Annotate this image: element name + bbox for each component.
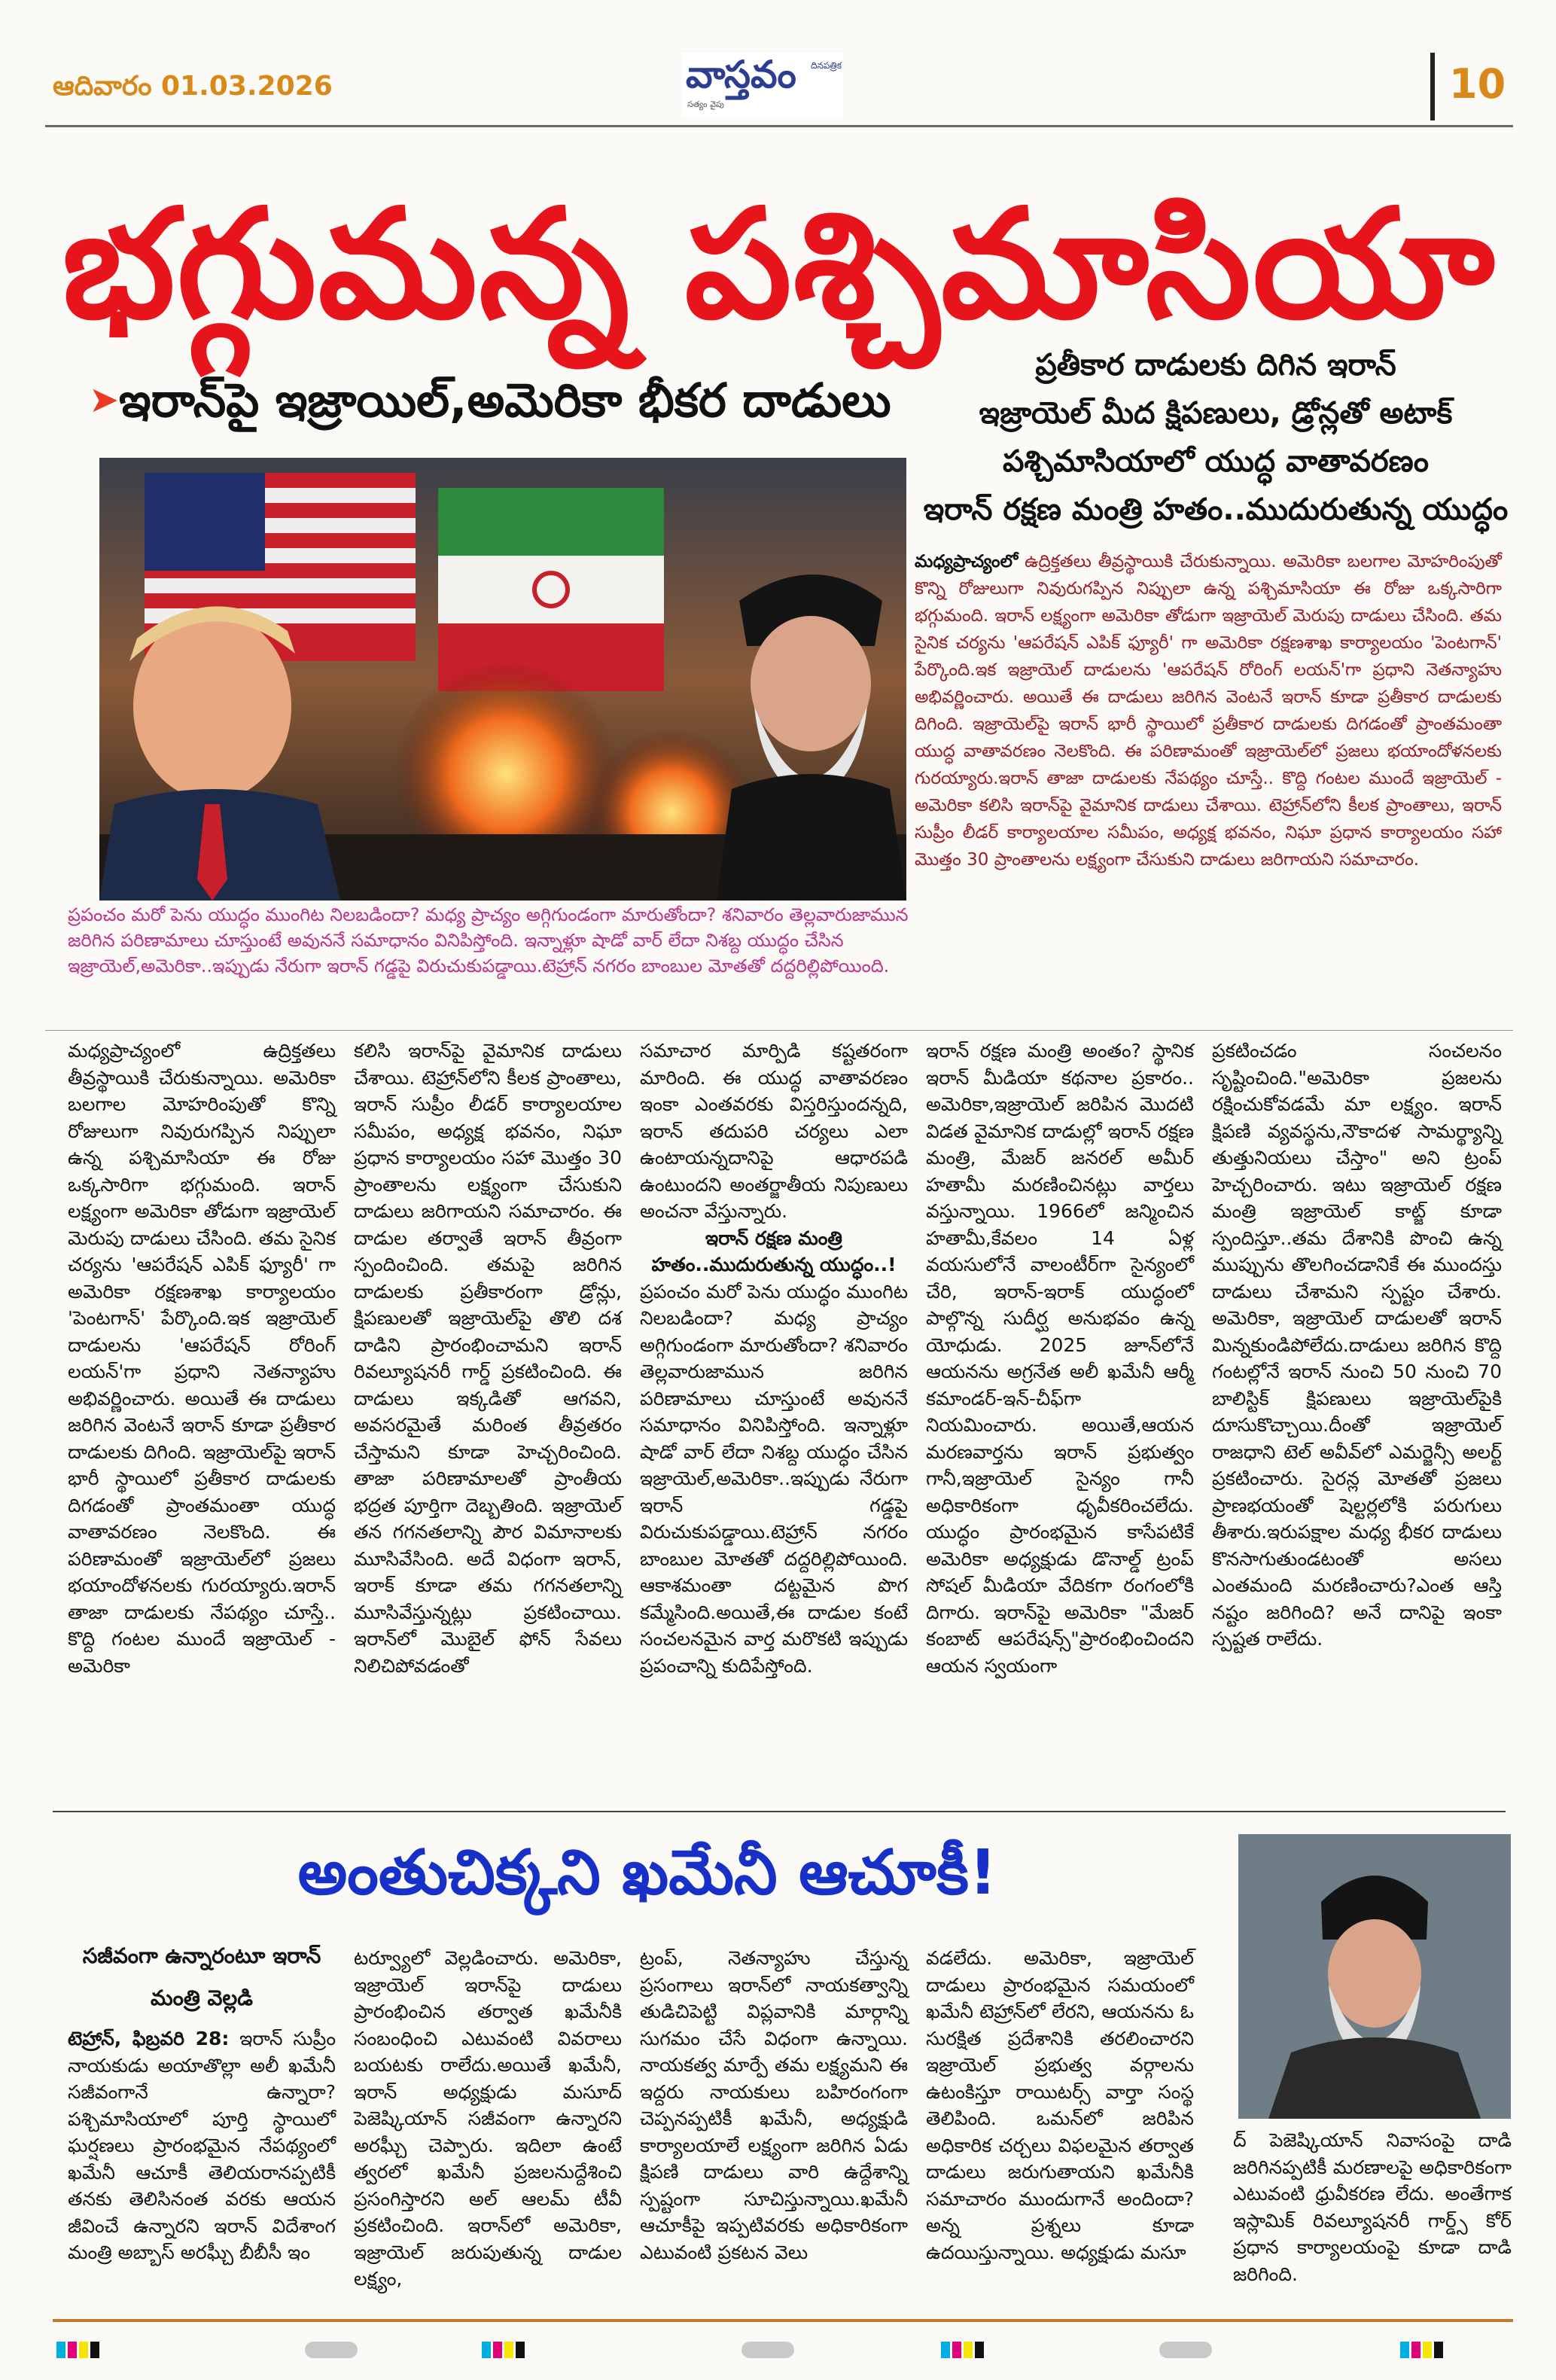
key-point: ప్రతీకార దాడులకు దిగిన ఇరాన్ [1035,348,1396,382]
column-text: సమాచార మార్పిడి కష్టతరంగా మారింది. ఈ యుద్ధ వాతావరణం ఇంకా ఎంతవరకు విస్తరిస్తుందన్నది, ఇరాన్ తదుపరి చర్యలు ఎలా ఉంటాయన్నదానిపై ఆధారపడి ఉంటుందని అంతర్జాతీయ నిపుణులు అంచనా వేస్తున్నారు. [640,1040,908,1222]
color-swatch [68,2342,77,2358]
page-number: 10 [1449,60,1506,108]
body-column-4: ఇరాన్ రక్షణ మంత్రి అంతం? స్థానిక ఇరాన్ మీడియా కథనాల ప్రకారం.. అమెరికా,ఇజ్రాయెల్ జరిపిన మొదటి విడత వైమానిక దాడుల్లో ఇరాన్ రక్షణ మంత్రి, మేజర్ జనరల్ అమీర్ హతామీ మరణించినట్లు వార్తలు వస్తున్నాయి. 1966లో జన్మించిన హతామీ,కేవలం 14 ఏళ్ల వయసులోనే వాలంటీర్‌గా సైన్యంలో చేరి, ఇరాన్-ఇరాక్ యుద్ధంలో పాల్గొన్న సుదీర్ఘ అనుభవం ఉన్న యోధుడు. 2025 జూన్‌లోనే ఆయనను అగ్రనేత అలీ ఖమేనీ ఆర్మీ కమాండర్-ఇన్-చీఫ్‌గా నియమించారు. అయితే,ఆయన మరణవార్తను ఇరాన్ ప్రభుత్వం గానీ,ఇజ్రాయెల్ సైన్యం గానీ అధికారికంగా ధృవీకరించలేదు. యుద్ధం ప్రారంభమైన కాసేపటికే అమెరికా అధ్యక్షుడు డొనాల్డ్ ట్రంప్ సోషల్ మీడియా వేదికగా రంగంలోకి దిగారు. ఇరాన్‌పై అమెరికా "మేజర్ కంబాట్ ఆపరేషన్స్"ప్రారంభించిందని ఆయన స్వయంగా [926,1040,1194,1677]
second-column-3: ట్రంప్, నెతన్యాహు చేస్తున్న ప్రసంగాలు ఇరాన్‌లో నాయకత్వాన్ని తుడిచిపెట్టి విప్లవానికి మార్గాన్ని సుగమం చేసే విధంగా ఉన్నాయి. నాయకత్వ మార్పే తమ లక్ష్యమని ఈ ఇద్దరు నాయకులు బహిరంగంగా చెప్పనప్పటికీ ఖమేనీ, అధ్యక్షుడి కార్యాలయాలే లక్ష్యంగా జరిగిన ఏడు క్షిపణి దాడులు వారి ఉద్దేశాన్ని స్పష్టంగా సూచిస్తున్నాయి.ఖమేనీ ఆచూకీపై ఇప్పటివరకు అధికారికంగా ఎటువంటి ప్రకటన వెలు [640,1947,908,2263]
photo-caption: ప్రపంచం మరో పెను యుద్ధం ముంగిట నిలబడిందా? మధ్య ప్రాచ్యం అగ్గిగుండంగా మారుతోందా? శనివారం తెల్లవారుజామున జరిగిన పరిణామాలు చూస్తుంటే అవుననే సమాధానం వినిపిస్తోంది. ఇన్నాళ్లూ షాడో వార్ లేదా నిశబ్ద యుద్ధం చేసిన ఇజ్రాయెల్,అమెరికా..ఇప్పుడు నేరుగా ఇరాన్ గడ్డపై విరుచుకుపడ్డాయి.టెహ్రాన్ నగరం బాంబుల మోతతో దద్దరిల్లిపోయింది. [68,904,909,977]
body-column-1: మధ్యప్రాచ్యంలో ఉద్రిక్తతలు తీవ్రస్థాయికి చేరుకున్నాయి. అమెరికా బలగాల మోహరింపుతో కొన్ని రోజులుగా నివురుగప్పిన నిప్పులా ఉన్న పశ్చిమాసియా ఈ రోజు ఒక్కసారిగా భగ్గుమంది. ఇరాన్ లక్ష్యంగా అమెరికా తోడుగా ఇజ్రాయెల్ మెరుపు దాడులు చేసింది. తమ సైనిక చర్యను 'ఆపరేషన్ ఎపిక్ ఫ్యూరీ' గా అమెరికా రక్షణశాఖ కార్యాలయం 'పెంటగాన్' పేర్కొంది.ఇక ఇజ్రాయెల్ దాడులను 'ఆపరేషన్ రోరింగ్ లయన్'గా ప్రధాని నెతన్యాహు అభివర్ణించారు. అయితే ఈ దాడులు జరిగిన వెంటనే ఇరాన్ కూడా ప్రతీకార దాడులకు దిగింది. ఇజ్రాయెల్‌పై ఇరాన్ భారీ స్థాయిలో ప్రతీకార దాడులకు దిగడంతో ప్రాంతమంతా యుద్ధ వాతావరణం నెలకొంది. ఈ పరిణామంతో ఇజ్రాయెల్‌లో ప్రజలు భయాందోళనలకు గురయ్యారు.ఇరాన్ తాజా దాడులకు నేపథ్యం చూస్తే.. కొద్ది గంటల ముందే ఇజ్రాయెల్ - అమెరికా [68,1040,336,1677]
khamenei-photo [1238,1834,1511,2119]
registration-mark [1159,2342,1212,2358]
khamenei-photo-art [1238,1834,1511,2119]
lead-photo-art [99,458,906,900]
second-headline: అంతుచిక్కని ఖమేనీ ఆచూకీ! [297,1837,997,1909]
color-swatch [1423,2342,1432,2358]
color-swatch [90,2342,99,2358]
color-swatch [516,2342,525,2358]
lead-photo [99,458,906,900]
key-point: పశ్చిమాసియాలో యుద్ధ వాతావరణం [1003,444,1429,479]
footer-rule [53,2319,1513,2322]
color-swatch [975,2342,984,2358]
column-text: ఇరాన్ సుప్రీం నాయకుడు అయాతొల్లా అలీ ఖమేనీ సజీవంగానే ఉన్నారా? పశ్చిమాసియాలో పూర్తి స్థాయిలో ఘర్షణలు ప్రారంభమైన నేపథ్యంలో ఖమేనీ ఆచూకీ తెలియరానప్పటికీ తనకు తెలిసినంత వరకు ఆయన జీవించే ఉన్నారని ఇరాన్ విదేశాంగ మంత్రి అబ్బాస్ అరఘ్చీ బీబీసీ ఇం [68,2028,336,2263]
second-kicker: సజీవంగా ఉన్నారంటూ ఇరాన్ మంత్రి వెల్లడి [82,1943,321,2010]
color-swatch [79,2342,88,2358]
body-column-5: ప్రకటించడం సంచలనం సృష్టించింది."అమెరికా ప్రజలను రక్షించుకోవడమే మా లక్ష్యం. ఇరాన్ క్షిపణి వ్యవస్థను,నౌకాదళ సామర్థ్యాన్ని తుత్తునియలు చేస్తాం" అని ట్రంప్ హెచ్చరించారు. ఇటు ఇజ్రాయెల్ రక్షణ మంత్రి ఇజ్రాయెల్ కాట్జ్ కూడా స్పందిస్తూ..తమ దేశానికి పొంచి ఉన్న ముప్పును తొలగించడానికే ఈ ముందస్తు దాడులు చేశామని స్పష్టం చేశారు. అమెరికా, ఇజ్రాయెల్ దాడులతో ఇరాన్ మిన్నకుండిపోలేదు.దాడులు జరిగిన కొద్ది గంటల్లోనే ఇరాన్ నుంచి 50 నుంచి 70 బాలిస్టిక్ క్షిపణులు ఇజ్రాయెల్‌పైకి దూసుకొచ్చాయి.దీంతో ఇజ్రాయెల్ రాజధాని టెల్ అవీవ్‌లో ఎమర్జెన్సీ అలర్ట్ ప్రకటించారు. సైరన్ల మోతతో ప్రజలు ప్రాణభయంతో షెల్టర్లలోకి పరుగులు తీశారు.ఇరుపక్షాల మధ్య భీకర దాడులు కొనసాగుతుండటంతో అసలు ఎంతమంది మరణించారు?ఎంత ఆస్తి నష్టం జరిగింది? అనే దానిపై ఇంకా స్పష్టత రాలేదు. [1212,1040,1502,1650]
header-rule [45,125,1513,127]
color-swatch [1411,2342,1420,2358]
story-divider [53,1811,1506,1812]
registration-mark [741,2342,794,2358]
key-point: ఇజ్రాయెల్ మీద క్షిపణులు, డ్రోన్లతో అటాక్ [979,396,1453,431]
color-swatch [482,2342,491,2358]
intro-text: ఉద్రిక్తతలు తీవ్రస్థాయికి చేరుకున్నాయి. అమెరికా బలగాల మోహరింపుతో కొన్ని రోజులుగా నివురుగప్పిన నిప్పులా ఉన్న పశ్చిమాసియా ఈ రోజు ఒక్కసారిగా భగ్గుమంది. ఇరాన్ లక్ష్యంగా అమెరికా తోడుగా ఇజ్రాయెల్ మెరుపు దాడులు చేసింది. తమ సైనిక చర్యను 'ఆపరేషన్ ఎపిక్ ఫ్యూరీ' గా అమెరికా రక్షణశాఖ కార్యాలయం 'పెంటగాన్' పేర్కొంది.ఇక ఇజ్రాయెల్ దాడులను 'ఆపరేషన్ రోరింగ్ లయన్'గా ప్రధాని నెతన్యాహు అభివర్ణించారు. అయితే ఈ దాడులు జరిగిన వెంటనే ఇరాన్ కూడా ప్రతీకార దాడులకు దిగింది. ఇజ్రాయెల్‌పై ఇరాన్ భారీ స్థాయిలో ప్రతీకార దాడులకు దిగడంతో ప్రాంతమంతా యుద్ధ వాతావరణం నెలకొంది. ఈ పరిణామంతో ఇజ్రాయెల్‌లో ప్రజలు భయాందోళనలకు గురయ్యారు.ఇరాన్ తాజా దాడులకు నేపథ్యం చూస్తే.. కొద్ది గంటల ముందే ఇజ్రాయెల్ - అమెరికా కలిసి ఇరాన్‌పై వైమానిక దాడులు చేశాయి. టెహ్రాన్‌లోని కీలక ప్రాంతాలు, ఇరాన్ సుప్రీం లీడర్ కార్యాలయాల సమీపం, అధ్యక్ష భవనం, నిఘా ప్రధాన కార్యాలయం సహా మొత్తం 30 ప్రాంతాలను లక్ష్యంగా చేసుకుని దాడులు జరిగాయని సమాచారం. [915,552,1502,870]
column-text: ప్రపంచం మరో పెను యుద్ధం ముంగిట నిలబడిందా? మధ్య ప్రాచ్యం అగ్గిగుండంగా మారుతోందా? శనివారం తెల్లవారుజామున జరిగిన పరిణామాలు చూస్తుంటే అవుననే సమాధానం వినిపిస్తోంది. ఇన్నాళ్లూ షాడో వార్ లేదా నిశబ్ద యుద్ధం చేసిన ఇజ్రాయెల్,అమెరికా..ఇప్పుడు నేరుగా ఇరాన్ గడ్డపై విరుచుకుపడ్డాయి.టెహ్రాన్ నగరం బాంబుల మోతతో దద్దరిల్లిపోయింది. ఆకాశమంతా దట్టమైన పొగ కమ్మేసింది.అయితే,ఈ దాడుల కంటే సంచలనమైన వార్త మరొకటి ఇప్పుడు ప్రపంచాన్ని కుదిపేస్తోంది. [640,1280,908,1677]
key-point: ఇరాన్ రక్షణ మంత్రి హతం..ముదురుతున్న యుద్ధం [923,492,1509,527]
color-swatch [952,2342,961,2358]
color-swatch [1434,2342,1443,2358]
arrow-icon: ➤ [89,379,120,421]
iran-flag-art [438,488,664,691]
color-swatch [56,2342,65,2358]
body-column-2: కలిసి ఇరాన్‌పై వైమానిక దాడులు చేశాయి. టెహ్రాన్‌లోని కీలక ప్రాంతాలు, ఇరాన్ సుప్రీం లీడర్ కార్యాలయాల సమీపం, అధ్యక్ష భవనం, నిఘా ప్రధాన కార్యాలయం సహా మొత్తం 30 ప్రాంతాలను లక్ష్యంగా చేసుకుని దాడులు జరిగాయని సమాచారం. ఈ దాడుల తర్వాతే ఇరాన్ తీవ్రంగా స్పందించింది. తమపై జరిగిన దాడులకు ప్రతీకారంగా డ్రోన్లు, క్షిపణులతో ఇజ్రాయెల్‌పై తొలి దశ దాడిని ప్రారంభించామని ఇరాన్ రివల్యూషనరీ గార్డ్ ప్రకటించింది. ఈ దాడులు ఇక్కడితో ఆగవని, అవసరమైతే మరింత తీవ్రతరం చేస్తామని కూడా హెచ్చరించింది. తాజా పరిణామాలతో ప్రాంతీయ భద్రత పూర్తిగా దెబ్బతింది. ఇజ్రాయెల్ తన గగనతలాన్ని పౌర విమానాలకు మూసివేసింది. అదే విధంగా ఇరాన్, ఇరాక్ కూడా తమ గగనతలాన్ని మూసివేస్తున్నట్లు ప్రకటించాయి. ఇరాన్‌లో మొబైల్ ఫోన్ సేవలు నిలిచిపోవడంతో [354,1040,622,1677]
color-swatch [1400,2342,1409,2358]
color-swatch [941,2342,950,2358]
column-subhead: ఇరాన్ రక్షణ మంత్రి హతం..ముదురుతున్న యుద్ధం..! [651,1227,897,1275]
second-column-4: వడలేదు. అమెరికా, ఇజ్రాయెల్ దాడులు ప్రారంభమైన సమయంలో ఖమేనీ టెహ్రాన్‌లో లేరని, ఆయనను ఓ సురక్షిత ప్రదేశానికి తరలించారని ఇజ్రాయెల్ ప్రభుత్వ వర్గాలను ఉటంకిస్తూ రాయిటర్స్ వార్తా సంస్థ తెలిపింది. ఒమన్‌లో జరిపిన అధికారిక చర్చలు విఫలమైన తర్వాత దాడులు జరుగుతాయని ఖమేనీకి సమాచారం ముందుగానే అందిందా? అన్న ప్రశ్నలు కూడా ఉదయిస్తున్నాయి. అధ్యక్షుడు మసూ [926,1947,1194,2263]
second-column-2: టర్వ్యూలో వెల్లడించారు. అమెరికా, ఇజ్రాయెల్ ఇరాన్‌పై దాడులు ప్రారంభించిన తర్వాత ఖమేనీకి సంబంధించి ఎటువంటి వివరాలు బయటకు రాలేదు.అయితే ఖమేనీ, ఇరాన్ అధ్యక్షుడు మసూద్ పెజెష్కియాన్ సజీవంగా ఉన్నారని అరఘ్చీ చెప్పారు. ఇదిలా ఉంటే త్వరలో ఖమేనీ ప్రజలనుద్దేశించి ప్రసంగిస్తారని అల్ ఆలమ్ టీవీ ప్రకటించింది. ఇరాన్‌లో అమెరికా, ఇజ్రాయెల్ జరుపుతున్న దాడుల లక్ష్యం, [354,1947,622,2290]
logo-name: వాస్తవం [686,53,796,96]
issue-date: ఆదివారం 01.03.2026 [53,71,333,102]
intro-paragraph [915,548,1502,873]
sub-headline: ఇరాన్‌పై ఇజ్రాయిల్,అమెరికా భీకర దాడులు [119,373,891,428]
logo-tagline: సత్యం వైపు [687,99,724,109]
color-swatch [504,2342,513,2358]
intro-lead: మధ్యప్రాచ్యంలో [915,552,1019,571]
main-headline: భగ్గుమన్న పశ్చిమాసియా [62,177,1497,352]
second-column-1 [68,2025,336,2266]
newspaper-logo [681,53,843,117]
page-number-divider [1430,53,1435,120]
dateline: టెహ్రాన్, ఫిబ్రవరి 28: [68,2028,230,2049]
logo-side: దినపత్రిక [811,60,842,71]
section-rule [45,1030,1513,1031]
registration-mark [305,2342,358,2358]
color-swatch [964,2342,973,2358]
khamenei-caption: ద్ పెజెష్కియాన్ నివాసంపై దాడి జరిగినప్పటికీ మరణాలపై అధికారికంగా ఎటువంటి ధ్రువీకరణ లేదు. అంతేగాక ఇస్లామిక్ రివల్యూషనరీ గార్డ్స్ కోర్ ప్రధాన కార్యాలయంపై కూడా దాడి జరిగింది. [1233,2129,1512,2285]
body-column-3 [640,1038,908,1679]
color-swatch [493,2342,502,2358]
